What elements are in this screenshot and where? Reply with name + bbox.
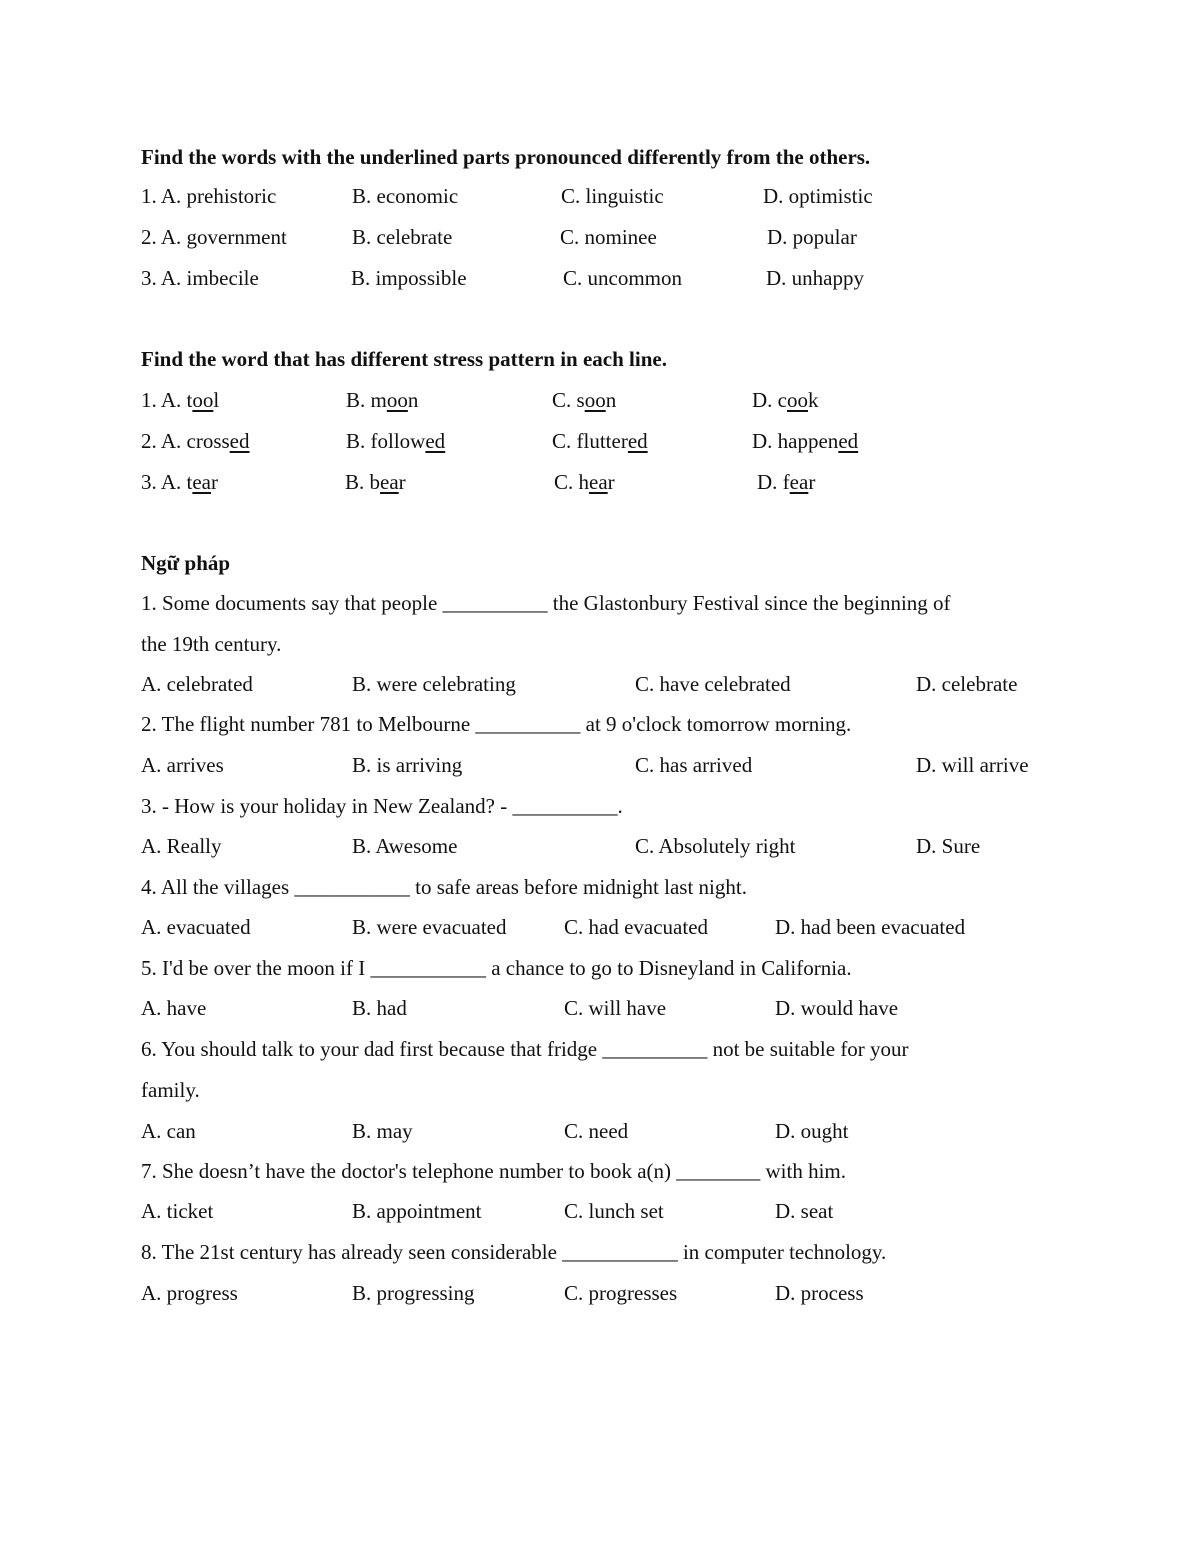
section1-heading: Find the words with the underlined parts pronounced differently from the others. xyxy=(141,145,871,169)
grammar-q2-option-c: C. has arrived xyxy=(635,753,753,777)
s2-q2-option-a: 2. A. crossed xyxy=(141,429,250,453)
grammar-q7-option-d: D. seat xyxy=(775,1199,834,1223)
s2-q3-option-a: 3. A. tear xyxy=(141,470,218,494)
s1-q2-option-a: 2. A. government xyxy=(141,225,287,249)
s2-q1-option-a: 1. A. tool xyxy=(141,388,220,412)
grammar-q4-option-b: B. were evacuated xyxy=(352,915,507,939)
grammar-q8-option-a: A. progress xyxy=(141,1281,238,1305)
grammar-q4-text: 4. All the villages ___________ to safe areas before midnight last night. xyxy=(141,875,747,899)
grammar-q3-option-b: B. Awesome xyxy=(352,834,458,858)
grammar-q8-option-c: C. progresses xyxy=(564,1281,678,1305)
grammar-q7-text: 7. She doesn’t have the doctor's telephone number to book a(n) ________ with him. xyxy=(141,1159,847,1183)
section2-heading: Find the word that has different stress pattern in each line. xyxy=(141,347,667,371)
grammar-q7-option-b: B. appointment xyxy=(352,1199,482,1223)
grammar-q4-option-a: A. evacuated xyxy=(141,915,251,939)
grammar-q4-option-c: C. had evacuated xyxy=(564,915,709,939)
grammar-q3-option-d: D. Sure xyxy=(916,834,981,858)
grammar-q6-option-c: C. need xyxy=(564,1119,629,1143)
grammar-q7-option-c: C. lunch set xyxy=(564,1199,664,1223)
s2-q3-option-c: C. hear xyxy=(554,470,615,494)
grammar-q1-option-d: D. celebrate xyxy=(916,672,1018,696)
s2-q1-option-c: C. soon xyxy=(552,388,617,412)
s2-q2-option-c: C. fluttered xyxy=(552,429,648,453)
s1-q3-option-a: 3. A. imbecile xyxy=(141,266,259,290)
grammar-q5-option-b: B. had xyxy=(352,996,407,1020)
section3-heading: Ngữ pháp xyxy=(141,551,231,575)
grammar-q1-text: 1. Some documents say that people __________ the Glastonbury Festival since the beginning of xyxy=(141,591,951,615)
grammar-q5-option-a: A. have xyxy=(141,996,207,1020)
s2-q2-option-b: B. followed xyxy=(346,429,446,453)
grammar-q4-option-d: D. had been evacuated xyxy=(775,915,966,939)
grammar-q5-text: 5. I'd be over the moon if I ___________ a chance to go to Disneyland in California. xyxy=(141,956,852,980)
grammar-q6-option-d: D. ought xyxy=(775,1119,849,1143)
grammar-q6-option-a: A. can xyxy=(141,1119,196,1143)
s1-q1-option-c: C. linguistic xyxy=(561,184,664,208)
grammar-q2-option-a: A. arrives xyxy=(141,753,224,777)
s1-q1-option-b: B. economic xyxy=(352,184,459,208)
s1-q1-option-d: D. optimistic xyxy=(763,184,873,208)
s1-q1-option-a: 1. A. prehistoric xyxy=(141,184,277,208)
grammar-q8-option-d: D. process xyxy=(775,1281,864,1305)
s1-q2-option-c: C. nominee xyxy=(560,225,657,249)
s2-q3-option-b: B. bear xyxy=(345,470,406,494)
grammar-q1-option-a: A. celebrated xyxy=(141,672,253,696)
s1-q3-option-d: D. unhappy xyxy=(766,266,864,290)
grammar-q5-option-c: C. will have xyxy=(564,996,667,1020)
s2-q1-option-b: B. moon xyxy=(346,388,419,412)
grammar-q2-option-b: B. is arriving xyxy=(352,753,463,777)
grammar-q8-option-b: B. progressing xyxy=(352,1281,475,1305)
s2-q3-option-d: D. fear xyxy=(757,470,816,494)
grammar-q1-option-b: B. were celebrating xyxy=(352,672,516,696)
grammar-q3-option-a: A. Really xyxy=(141,834,222,858)
grammar-q3-option-c: C. Absolutely right xyxy=(635,834,796,858)
grammar-q3-text: 3. - How is your holiday in New Zealand? - __________. xyxy=(141,794,623,818)
s1-q3-option-c: C. uncommon xyxy=(563,266,682,290)
grammar-q6-text-cont: family. xyxy=(141,1078,200,1102)
grammar-q1-text-cont: the 19th century. xyxy=(141,632,282,656)
s1-q2-option-d: D. popular xyxy=(767,225,857,249)
grammar-q5-option-d: D. would have xyxy=(775,996,899,1020)
grammar-q7-option-a: A. ticket xyxy=(141,1199,214,1223)
grammar-q6-text: 6. You should talk to your dad first because that fridge __________ not be suitable for your xyxy=(141,1037,909,1061)
s2-q2-option-d: D. happened xyxy=(752,429,859,453)
s1-q2-option-b: B. celebrate xyxy=(352,225,453,249)
s2-q1-option-d: D. cook xyxy=(752,388,819,412)
grammar-q8-text: 8. The 21st century has already seen considerable ___________ in computer technology. xyxy=(141,1240,887,1264)
grammar-q6-option-b: B. may xyxy=(352,1119,413,1143)
grammar-q2-text: 2. The flight number 781 to Melbourne __________ at 9 o'clock tomorrow morning. xyxy=(141,712,852,736)
grammar-q1-option-c: C. have celebrated xyxy=(635,672,791,696)
s1-q3-option-b: B. impossible xyxy=(351,266,467,290)
grammar-q2-option-d: D. will arrive xyxy=(916,753,1029,777)
